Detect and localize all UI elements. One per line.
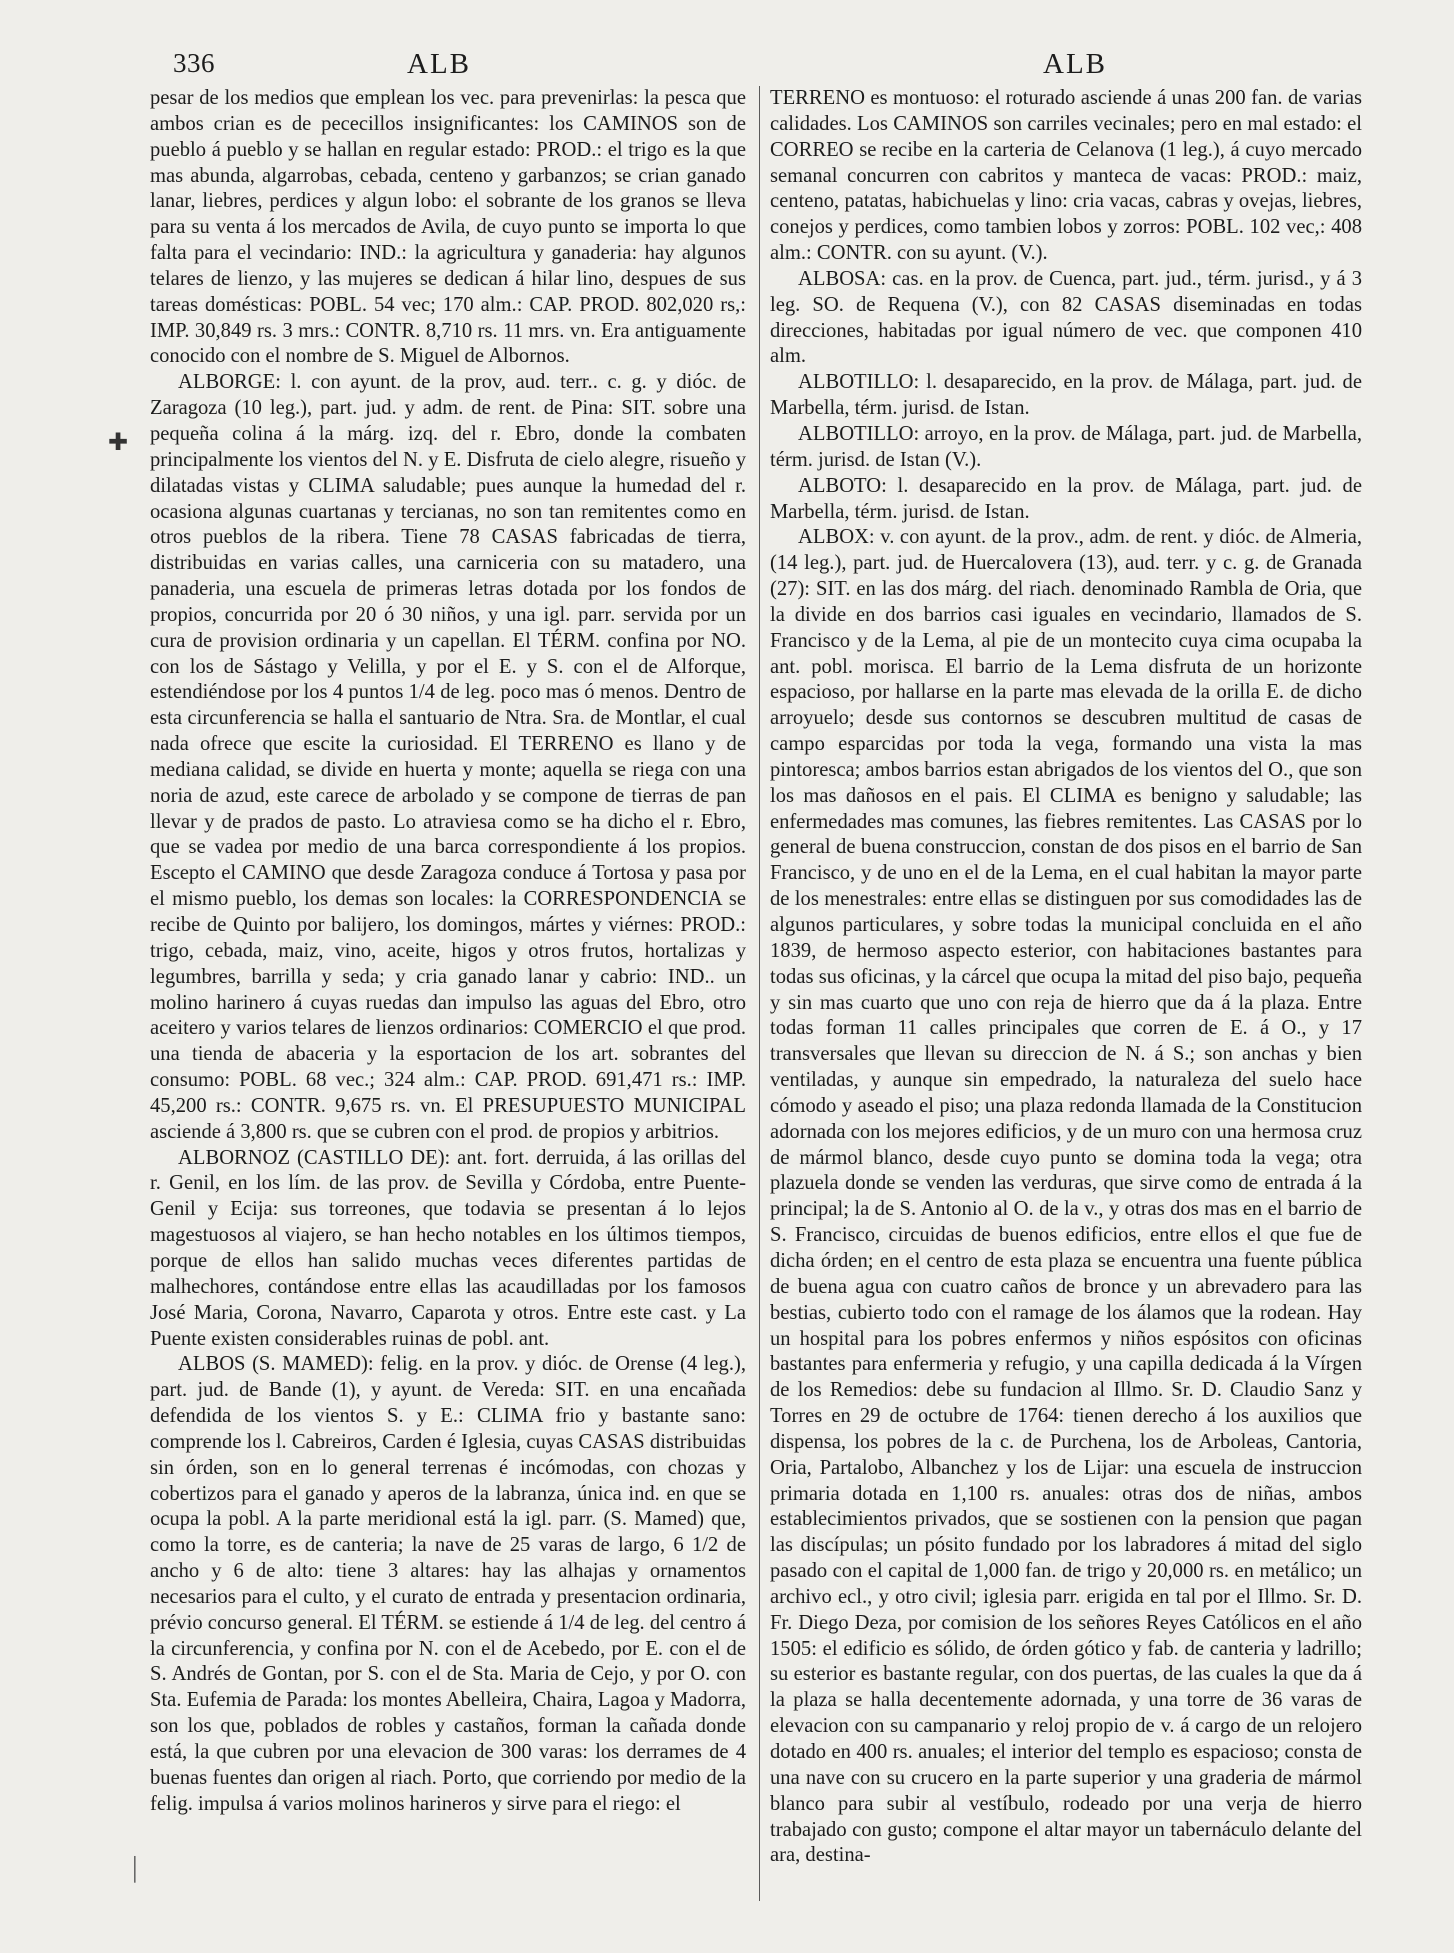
- entry-albotillo-arroyo: ALBOTILLO: arroyo, en la prov. de Málaga, part. jud. de Marbella, térm. jurisd. de Istan (V.).: [770, 422, 1362, 471]
- page-number: 336: [173, 48, 215, 78]
- entry-albosa: ALBOSA: cas. en la prov. de Cuenca, part. jud., térm. jurisd., y á 3 leg. SO. de Requena (V.), con 82 CASAS diseminadas en todas direcciones, habitadas por igual número de vec. que componen 410 alm.: [770, 267, 1362, 368]
- entry-alboto: ALBOTO: l. desaparecido en la prov. de Málaga, part. jud. de Marbella, térm. jurisd. de Istan.: [770, 474, 1362, 523]
- entry-albotillo-lugar: ALBOTILLO: l. desaparecido, en la prov. de Málaga, part. jud. de Marbella, térm. jurisd. de Istan.: [770, 371, 1362, 420]
- margin-annotation-mark: ✚: [108, 430, 129, 456]
- left-text-column: [150, 86, 746, 1818]
- entry-alborge: ALBORGE: l. con ayunt. de la prov, aud. terr.. c. g. y dióc. de Zaragoza (10 leg.), part. jud. y adm. de rent. de Pina: SIT. sobre una pequeña colina á la márg. izq. del r. Ebro, donde la combaten principalmente los vientos del N. y E. Disfruta de cielo alegre, risueño y dilatadas vistas y CLIMA saludable; pues aunque la humedad del r. ocasiona algunas cuartanas y tercianas, no son tan remitentes como en otros pueblos de la ribera. Tiene 78 CASAS fabricadas de tierra, distribuidas en varias calles, una carniceria con su matadero, una panaderia, una escuela de primeras letras dotada por los fondos de propios, concurrida por 20 ó 30 niños, y una igl. parr. servida por un cura de provision ordinaria y un capellan. El TÉRM. confina por NO. con los de Sástago y Velilla, y por el E. y S. con el de Alforque, estendiéndose por los 4 puntos 1/4 de leg. poco mas ó menos. Dentro de esta circunferencia se halla el santuario de Ntra. Sra. de Montlar, el cual nada ofrece que escite la curiosidad. El TERRENO es llano y de mediana calidad, se divide en huerta y monte; aquella se riega con una noria de azud, este carece de arbolado y se compone de tierras de pan llevar y de prados de pasto. Lo atraviesa como se ha dicho el r. Ebro, que se vadea por medio de una barca correspondiente á los propios. Escepto el CAMINO que desde Zaragoza conduce á Tortosa y pasa por el mismo pueblo, los demas son locales: la CORRESPONDENCIA se recibe de Quinto por balijero, los domingos, mártes y viérnes: PROD.: trigo, cebada, maiz, vino, aceite, higos y otros frutos, hortalizas y legumbres, barrilla y seda; y cria ganado lanar y cabrio: IND.. un molino harinero á cuyas ruedas dan impulso las aguas del Ebro, otro aceitero y varios telares de lienzos ordinarios: COMERCIO el que prod. una tienda de abaceria y la esportacion de los art. sobrantes del consumo: POBL. 68 vec.; 324 alm.: CAP. PROD. 691,471 rs.: IMP. 45,200 rs.: CONTR. 9,675 rs. vn. El PRESUPUESTO MUNICIPAL asciende á 3,800 rs. que se cubren con el prod. de propios y arbitrios.: [150, 371, 746, 1143]
- right-text-column: [770, 86, 1362, 1869]
- entry-continuation-albornos: pesar de los medios que emplean los vec. para prevenirlas: la pesca que ambos crian es de pececillos insignificantes: los CAMINOS son de pueblo á pueblo y se hallan en regular estado: PROD.: el trigo es la que mas abunda, algarrobas, cebada, centeno y garbanzos; se crian ganado lanar, liebres, perdices y algun lobo: el sobrante de los granos se lleva para su venta á los mercados de Avila, de cuyo punto se importa lo que falta para el vecindario: IND.: la agricultura y ganaderia: hay algunos telares de lienzo, y las mujeres se dedican á hilar lino, despues de sus tareas domésticas: POBL. 54 vec; 170 alm.: CAP. PROD. 802,020 rs,: IMP. 30,849 rs. 3 mrs.: CONTR. 8,710 rs. 11 mrs. vn. Era antiguamente conocido con el nombre de S. Miguel de Albornos.: [150, 87, 746, 368]
- margin-stroke-mark: │: [127, 1856, 143, 1881]
- entry-albornoz-castillo: ALBORNOZ (CASTILLO DE): ant. fort. derruida, á las orillas del r. Genil, en los lím. de las prov. de Sevilla y Córdoba, entre Puente-Genil y Ecija: sus torreones, que todavia se presentan á lo lejos magestuosos al viajero, se han hecho notables en los últimos tiempos, porque de ellos han salido muchas veces diferentes partidas de malhechores, contándose entre ellas las acaudilladas por los famosos José Maria, Corona, Navarro, Caparota y otros. Entre este cast. y La Puente existen considerables ruinas de pobl. ant.: [150, 1146, 746, 1350]
- entry-albos-s-mamed: ALBOS (S. MAMED): felig. en la prov. y dióc. de Orense (4 leg.), part. jud. de Bande (1), y ayunt. de Vereda: SIT. en una encañada defendida de los vientos S. y E.: CLIMA frio y bastante sano: comprende los l. Cabreiros, Carden é Iglesia, cuyas CASAS distribuidas sin órden, son en lo general terrenas é incómodas, con chozas y cobertizos para el ganado y aperos de la labranza, única ind. en que se ocupa la pobl. A la parte meridional está la igl. parr. (S. Mamed) que, como la torre, es de canteria; la nave de 25 varas de largo, 6 1/2 de ancho y 6 de alto: tiene 3 altares: hay las alhajas y ornamentos necesarios para el culto, y el curato de entrada y presentacion ordinaria, prévio concurso general. El TÉRM. se estiende á 1/4 de leg. del centro á la circunferencia, y confina por N. con el de Acebedo, por E. con el de S. Andrés de Gontan, por S. con el de Sta. Maria de Cejo, y por O. con Sta. Eufemia de Parada: los montes Abelleira, Chaira, Lagoa y Madorra, son los que, poblados de robles y castaños, forman la cañada donde está, la que cubren por una elevacion de 300 varas: los derrames de 4 buenas fuentes dan origen al riach. Porto, que corriendo por medio de la felig. impulsa á varios molinos harineros y sirve para el riego: el: [150, 1353, 746, 1815]
- entry-albox: ALBOX: v. con ayunt. de la prov., adm. de rent. y dióc. de Almeria, (14 leg.), part. jud. de Huercalovera (13), aud. terr. y c. g. de Granada (27): SIT. en las dos márg. del riach. denominado Rambla de Oria, que la divide en dos barrios casi iguales en vecindario, llamados de S. Francisco y de la Lema, al pie de un montecito cuya cima ocupaba la ant. pobl. morisca. El barrio de la Lema disfruta de un horizonte espacioso, por hallarse en la parte mas elevada de la orilla E. de dicho arroyuelo; desde sus contornos se descubren multitud de casas de campo esparcidas por toda la vega, formando una vista la mas pintoresca; ambos barrios estan abrigados de los vientos del O., que son los mas dañosos en el pais. El CLIMA es benigno y saludable; las enfermedades mas comunes, las fiebres remitentes. Las CASAS por lo general de buena construccion, constan de dos pisos en el barrio de San Francisco, y de uno en el de la Lema, en el cual habitan la mayor parte de los menestrales: entre ellas se distinguen por sus comodidades las de algunos particulares, y sobre todas la municipal concluida en el año 1839, de hermoso aspecto esterior, con habitaciones bastantes para todas sus oficinas, y la cárcel que ocupa la mitad del piso bajo, pequeña y sin mas cuarto que uno con reja de hierro que da á la plaza. Entre todas forman 11 calles principales que corren de E. á O., y 17 transversales que llevan su direccion de N. á S.; son anchas y bien ventiladas, y aunque sin empedrado, la naturaleza del suelo hace cómodo y aseado el piso; una plaza redonda llamada de la Constitucion adornada con los mejores edificios, y de un muro con una hermosa cruz de mármol blanco, desde cuyo punto se domina toda la vega; otra plazuela donde se venden las verduras, que sirve como de entrada á la principal; la de S. Antonio al O. de la v., y otras dos mas en el barrio de S. Francisco, circuidas de buenos edificios, entre ellos el que fue de dicha órden; en el centro de esta plaza se encuentra una fuente pública de buena agua con cuatro caños de bronce y un abrevadero para las bestias, cubierto todo con el ramage de los álamos que la rodean. Hay un hospital para los pobres enfermos y niños espósitos con oficinas bastantes para enfermeria y refugio, y una capilla dedicada á la Vírgen de los Remedios: debe su fundacion al Illmo. Sr. D. Claudio Sanz y Torres en 29 de octubre de 1764: tienen derecho á los auxilios que dispensa, los pobres de la c. de Purchena, los de Arboleas, Cantoria, Oria, Partalobo, Albanchez y los de Lijar: una escuela de instruccion primaria dotada en 1,100 rs. anuales: otras dos de niñas, ambos establecimientos privados, que se sostienen con la pension que pagan las discípulas; un pósito fundado por los labradores á mitad del siglo pasado con el capital de 1,000 fan. de trigo y 20,000 rs. en metálico; un archivo ecl., y otro civil; iglesia parr. erigida en tal por el Illmo. Sr. D. Fr. Diego Deza, por comision de los señores Reyes Católicos en el año 1505: el edificio es sólido, de órden gótico y fab. de canteria y ladrillo; su esterior es bastante regular, con dos puertas, de las cuales la que da á la plaza se halla decentemente adornada, y una torre de 36 varas de elevacion con su campanario y reloj propio de v. á cargo de un relojero dotado en 400 rs. anuales; el interior del templo es espacioso; consta de una nave con su crucero en la parte superior y una graderia de mármol blanco para subir al vestíbulo, rodeado por una verja de hierro trabajado con gusto; compone el altar mayor un tabernáculo delante del ara, destina-: [770, 526, 1362, 1867]
- running-head-left: ALB: [407, 48, 471, 80]
- column-divider: [759, 86, 760, 1901]
- entry-continuation-albos: TERRENO es montuoso: el roturado asciende á unas 200 fan. de varias calidades. Los CAMINOS son carriles vecinales; pero en mal estado: el CORREO se recibe en la carteria de Celanova (1 leg.), á cuyo mercado semanal concurren con cabritos y manteca de vacas: PROD.: maiz, centeno, patatas, habichuelas y lino: cria vacas, cabras y ovejas, liebres, conejos y perdices, como tambien lobos y zorros: POBL. 102 vec,: 408 alm.: CONTR. con su ayunt. (V.).: [770, 87, 1362, 265]
- running-head-right: ALB: [1043, 48, 1107, 80]
